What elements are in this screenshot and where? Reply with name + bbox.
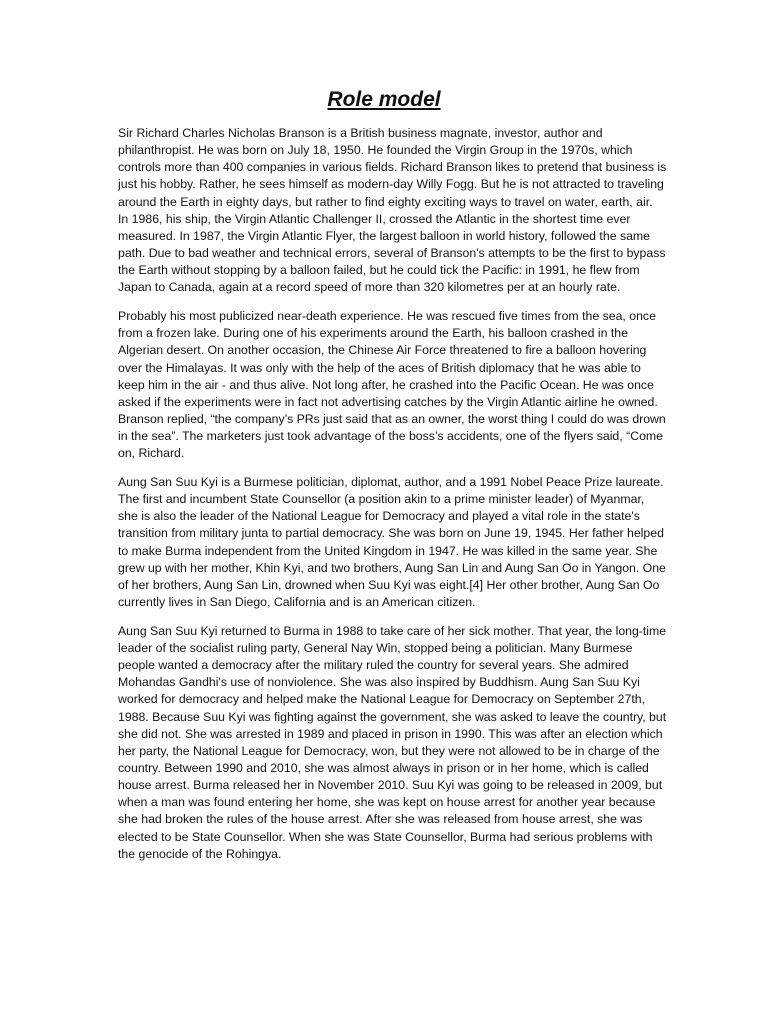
text-line: of her brothers, Aung San Lin, drowned when Suu Kyi was eight.[4] Her other brother, Aung San Oo	[118, 577, 660, 592]
text-line: The first and incumbent State Counsellor (a position akin to a prime minister leader) of Myanmar,	[118, 492, 645, 507]
text-line: Aung San Suu Kyi is a Burmese politician, diplomat, author, and a 1991 Nobel Peace Prize laureate.	[118, 474, 664, 489]
text-line: In 1986, his ship, the Virgin Atlantic Challenger II, crossed the Atlantic in the shortest time ever	[118, 211, 631, 226]
text-line: leader of the socialist ruling party, General Nay Win, stopped being a politician. Many Burmese	[118, 640, 633, 655]
text-line: 1988. Because Suu Kyi was fighting against the government, she was asked to leave the country, but	[118, 709, 667, 724]
text-line: elected to be State Counsellor. When she was State Counsellor, Burma had serious problems with	[118, 829, 653, 844]
text-line: philanthropist. He was born on July 18, 1950. He founded the Virgin Group in the 1970s, which	[118, 143, 633, 158]
text-line: Sir Richard Charles Nicholas Branson is a British business magnate, investor, author and	[118, 126, 603, 140]
text-line: over the Himalayas. It was only with the help of the aces of British diplomacy that he was able to	[118, 360, 641, 375]
text-line: Mohandas Gandhi's use of nonviolence. She was also inspired by Buddhism. Aung San Suu Kyi	[118, 675, 640, 690]
text-line: controls more than 400 companies in various fields. Richard Branson likes to pretend that business is	[118, 160, 667, 175]
paragraph	[118, 623, 667, 863]
text-line: path. Due to bad weather and technical errors, several of Branson's attempts to be the first to bypass	[118, 246, 666, 261]
text-line: on, Richard.	[118, 446, 185, 461]
text-line: from a frozen lake. During one of his experiments around the Earth, his balloon crashed in the	[118, 326, 628, 341]
text-line: her party, the National League for Democracy, won, but they were not allowed to be in charge of the	[118, 743, 660, 758]
text-line: the Earth without stopping by a balloon failed, but he could tick the Pacific: in 1991, he flew from	[118, 263, 640, 278]
text-line: just his hobby. Rather, he sees himself as modern-day Willy Fogg. But he is not attracted to traveling	[118, 177, 664, 192]
text-line: when a man was found entering her home, she was kept on house arrest for another year because	[118, 795, 656, 810]
text-line: Branson replied, “the company’s PRs just said that as an owner, the worst thing I could do was drown	[118, 412, 666, 426]
text-line: around the Earth in eighty days, but rather to find eighty exciting ways to travel on water, earth, air.	[118, 194, 653, 209]
text-line: she did not. She was arrested in 1989 and placed in prison in 1990. This was after an election which	[118, 726, 663, 741]
text-line: measured. In 1987, the Virgin Atlantic Flyer, the largest balloon in world history, followed the same	[118, 228, 651, 243]
text-line: Japan to Canada, again at a record speed of more than 320 kilometres per at an hourly rate.	[118, 280, 621, 295]
text-line: in the sea”. The marketers just took advantage of the boss’s accidents, one of the flyers said, “Come	[118, 429, 663, 444]
page-title: Role model	[327, 88, 441, 111]
document-body	[118, 125, 667, 874]
text-line: country. Between 1990 and 2010, she was almost always in prison or in her home, which is called	[118, 760, 649, 775]
text-line: Aung San Suu Kyi returned to Burma in 1988 to take care of her sick mother. That year, the long-time	[118, 623, 667, 638]
paragraph	[118, 474, 666, 611]
paragraph	[118, 308, 666, 462]
text-line: worked for democracy and helped make the National League for Democracy on September 27th,	[118, 692, 646, 707]
text-line: people wanted a democracy after the military ruled the country for several years. She admired	[118, 658, 629, 673]
text-line: Algerian desert. On another occasion, the Chinese Air Force threatened to fire a balloon hovering	[118, 343, 647, 358]
text-line: grew up with her mother, Khin Kyi, and two brothers, Aung San Lin and Aung San Oo in Yangon. One	[118, 560, 666, 575]
text-line: she had broken the rules of the house arrest. After she was released from house arrest, she was	[118, 812, 643, 827]
text-line: transition from military junta to partial democracy. She was born on June 19, 1945. Her father helped	[118, 526, 664, 541]
text-line: Probably his most publicized near-death experience. He was rescued five times from the sea, once	[118, 309, 656, 324]
text-line: keep him in the air - and thus alive. Not long after, he crashed into the Pacific Ocean. He was once	[118, 377, 654, 392]
paragraph	[118, 125, 667, 297]
text-line: the genocide of the Rohingya.	[118, 846, 282, 861]
text-line: asked if the experiments were in fact not advertising catches by the Virgin Atlantic airline he owned.	[118, 394, 658, 409]
text-line: to make Burma independent from the United Kingdom in 1947. He was killed in the same year. She	[118, 543, 658, 558]
text-line: she is also the leader of the National League for Democracy and played a vital role in the state's	[118, 509, 640, 524]
text-line: currently lives in San Diego, California and is an American citizen.	[118, 595, 476, 610]
text-line: house arrest. Burma released her in November 2010. Suu Kyi was going to be released in 2009, but	[118, 778, 663, 793]
